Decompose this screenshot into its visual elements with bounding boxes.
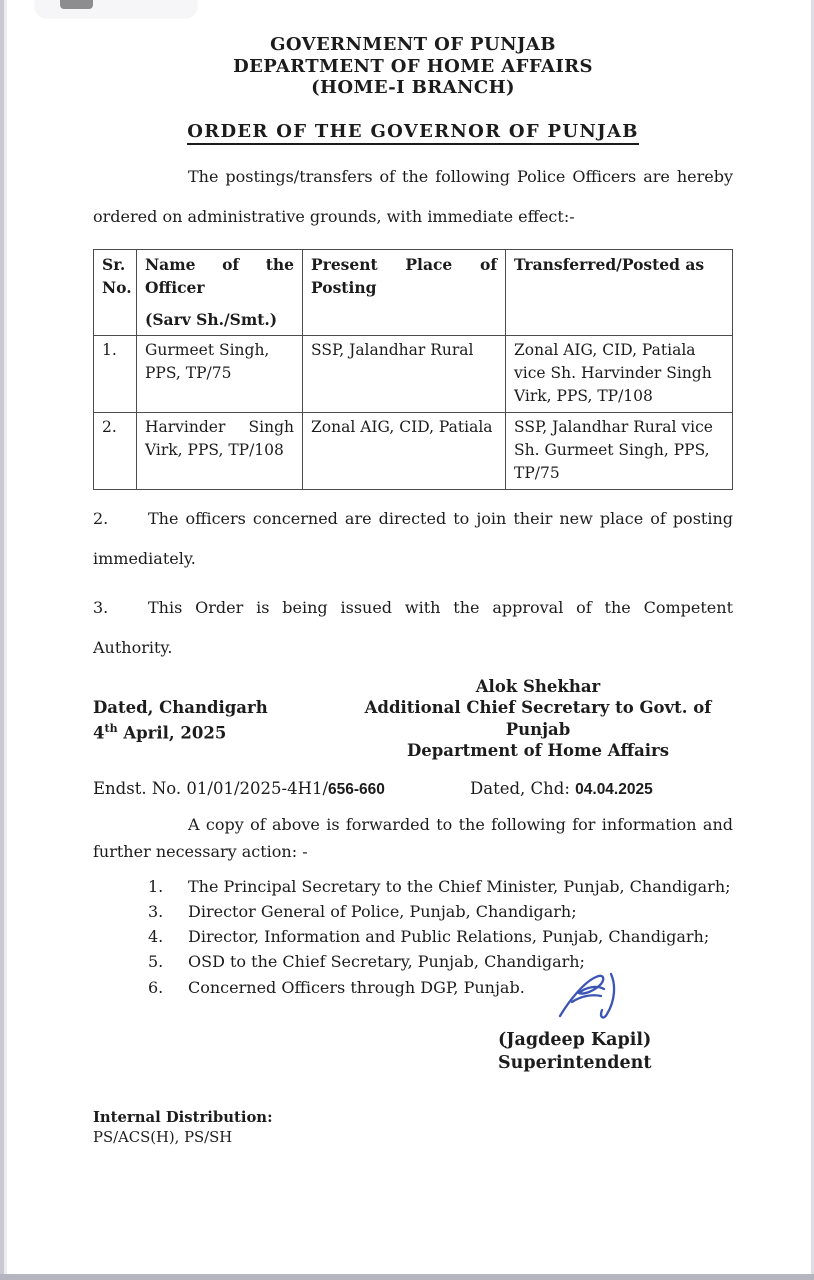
signed-title: Superintendent [498,1052,652,1073]
date-day: 4 [93,723,105,743]
row1-transferred: Zonal AIG, CID, Patiala vice Sh. Harvinder Singh Virk, PPS, TP/108 [506,335,733,412]
table-row [94,335,733,412]
list-item-text: Director, Information and Public Relations, Punjab, Chandigarh; [188,927,710,947]
list-item-text: Director General of Police, Punjab, Chandigarh; [188,901,577,921]
transfer-table [93,249,733,490]
scan-edge-left-light [4,0,7,1280]
date-place-block [93,676,343,762]
row2-sr: 2. [94,412,137,489]
list-item-text: The Principal Secretary to the Chief Minister, Punjab, Chandigarh; [188,876,731,896]
signatory-block [93,676,733,762]
paragraph-3-number: 3. [93,597,109,617]
col-header-transferred: Transferred/Posted as [506,249,733,335]
col-header-name-line1: Name of the Officer [145,254,294,297]
paragraph-2-number: 2. [93,508,109,528]
intro-paragraph: The postings/transfers of the following Police Officers are hereby ordered on administrative grounds, with immediate effect:- [93,166,733,226]
list-item [148,874,733,899]
list-item-number: 5. [148,952,164,972]
header-department: DEPARTMENT OF HOME AFFAIRS [233,55,593,77]
list-item-number: 6. [148,977,164,997]
endorsement-line [93,779,733,799]
row2-present: Zonal AIG, CID, Patiala [303,412,506,489]
row1-name: Gurmeet Singh, PPS, TP/75 [137,335,303,412]
list-item [148,899,733,924]
signed-name: (Jagdeep Kapil) [498,1029,652,1050]
endst-number: 656-660 [328,780,385,798]
col-header-name [137,249,303,335]
signature-block [498,968,733,1074]
tab-handle-icon [60,0,93,9]
dated-date [93,718,343,744]
internal-distribution-value: PS/ACS(H), PS/SH [93,1128,233,1146]
endst-number-prefix: Endst. No. 01/01/2025-4H1/ [93,778,329,798]
col-header-present: Present Place of Posting [303,249,506,335]
paragraph-3 [93,588,733,668]
signatory-title2: Department of Home Affairs [406,741,670,760]
list-item-number: 1. [148,876,164,896]
signatory-title1: Additional Chief Secretary to Govt. of Punjab [364,698,712,739]
col-header-name-line2: (Sarv Sh./Smt.) [145,309,278,329]
endst-dated [470,779,653,799]
internal-distribution [93,1108,733,1148]
document-header [93,34,733,99]
table-header-row [94,249,733,335]
table-row [94,412,733,489]
dated-place: Dated, Chandigarh [93,697,268,717]
header-government: GOVERNMENT OF PUNJAB [270,34,556,55]
date-ordinal-suffix: th [104,722,118,735]
date-rest: April, 2025 [117,723,227,743]
list-item-number: 3. [148,901,164,921]
paragraph-2 [93,499,733,579]
signatory-name: Alok Shekhar [475,676,601,696]
row2-transferred: SSP, Jalandhar Rural vice Sh. Gurmeet Singh, PPS, TP/75 [506,412,733,489]
forwarding-paragraph: A copy of above is forwarded to the following for information and further necessary action: - [93,814,733,861]
list-item-text: Concerned Officers through DGP, Punjab. [188,977,525,997]
signature-scribble [553,968,637,1028]
list-item [148,924,733,949]
row1-present: SSP, Jalandhar Rural [303,335,506,412]
endst-dated-value: 04.04.2025 [575,780,653,798]
signatory-identity [343,676,733,762]
document-page [93,0,733,1148]
scan-edge-bottom [0,1274,814,1280]
endst-dated-label: Dated, Chd: [470,778,576,798]
paragraph-3-text: This Order is being issued with the approval of the Competent Authority. [93,597,733,657]
list-item-number: 4. [148,927,164,947]
order-title: ORDER OF THE GOVERNOR OF PUNJAB [187,121,638,145]
paragraph-2-text: The officers concerned are directed to join their new place of posting immediately. [93,508,733,568]
col-header-sr: Sr. No. [94,249,137,335]
internal-distribution-label: Internal Distribution: [93,1108,273,1126]
row1-sr: 1. [94,335,137,412]
header-branch: (HOME-I BRANCH) [311,77,515,98]
list-item-text: OSD to the Chief Secretary, Punjab, Chandigarh; [188,952,585,972]
row2-name: Harvinder Singh Virk, PPS, TP/108 [137,412,303,489]
